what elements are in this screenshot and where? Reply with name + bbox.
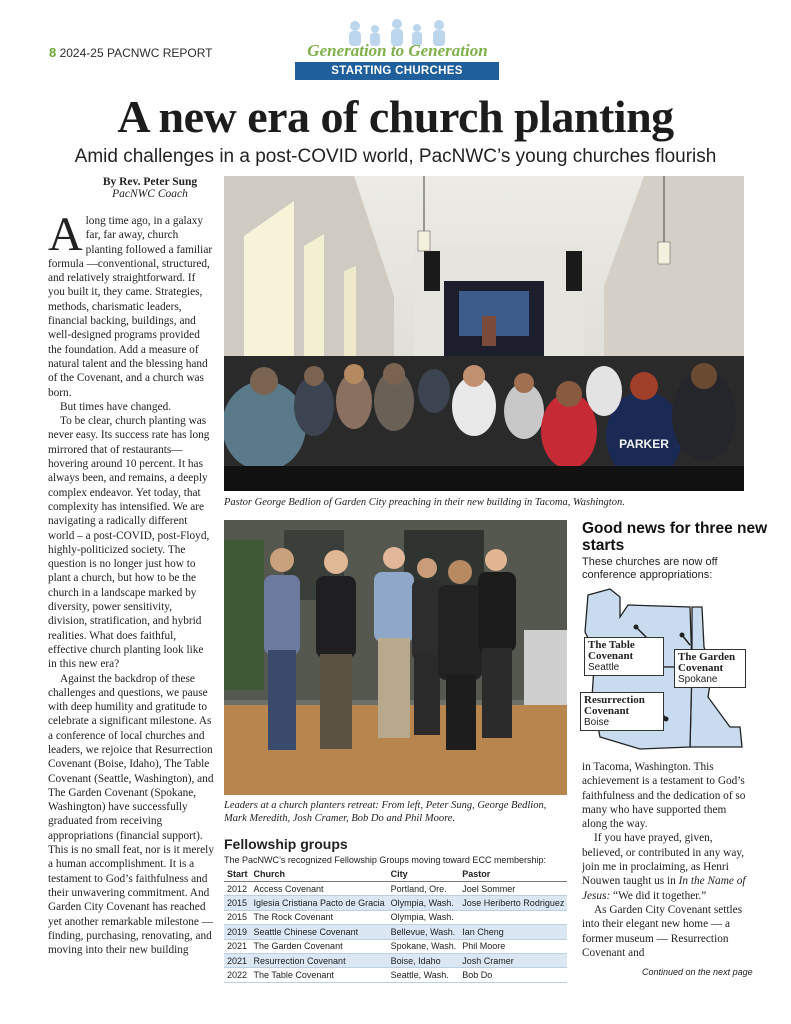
subhead: Amid challenges in a post-COVID world, PacNWC’s young churches flourish [74,146,717,167]
column-header-start: Start [224,867,251,882]
map-label-table [584,637,664,676]
cell-city: Portland, Ore. [388,882,460,896]
cell-start: 2015 [224,910,251,924]
cell-city: Olympia, Wash. [388,896,460,910]
table-row [224,910,567,924]
paragraph-1 [48,208,214,400]
table-row [224,939,567,953]
cell-pastor: Joel Sommer [459,882,567,896]
cell-city: Spokane, Wash. [388,939,460,953]
cell-pastor: Ian Cheng [459,925,567,939]
column-header-city: City [388,867,460,882]
cell-city: Olympia, Wash. [388,910,460,924]
shirt-text: PARKER [619,437,669,451]
byline-name: By Rev. Peter Sung [102,176,198,188]
byline [80,176,220,200]
table-row [224,925,567,939]
fellowship-subtitle: The PacNWC’s recognized Fellowship Groups moving toward ECC membership: [224,855,546,865]
report-label: 2024-25 PACNWC REPORT [59,46,213,60]
page-number-value: 8 [49,45,57,60]
column-header-pastor: Pastor [459,867,567,882]
cell-start: 2021 [224,939,251,953]
article-body-column [48,208,214,957]
good-news-subtitle: These churches are now off conference appropriations: [582,556,718,581]
cell-church: Iglesia Cristiana Pacto de Gracia [251,896,388,910]
map-label-city: Spokane [678,674,718,685]
map-label-name: The Table Covenant [588,639,635,662]
table-row [224,896,567,910]
byline-role: PacNWC Coach [112,188,188,200]
page-number [49,45,213,60]
paragraph-5: in Tacoma, Washington. This achievement is a testament to God’s faithfulness and the dedication of so many who have supported them along the way. [582,761,746,831]
column-header-church: Church [251,867,388,882]
photo-caption-1: Pastor George Bedlion of Garden City preaching in their new building in Tacoma, Washington. [224,497,625,508]
cell-pastor: Josh Cramer [459,953,567,967]
good-news-title: Good news for three new starts [582,520,768,554]
map-label-name: Resurrection Covenant [584,694,645,717]
cell-church: Resurrection Covenant [251,953,388,967]
paragraph-1-text: long time ago, in a galaxy far, far away, church planting followed a familiar formula —conventional, structured, and relatively straightforward. If you built it, they came. Strategies, methods, charismatic leaders, financial backing, buildings, and well-designed programs provided the foundation. Add a measure of natural talent and the blessing hand of the Covenant, and a church was born. [48,215,213,399]
section-title: Generation to Generation [307,41,488,60]
cell-church: The Garden Covenant [251,939,388,953]
paragraph-6-end: “We did it together.” [610,889,707,902]
cell-church: The Table Covenant [251,968,388,982]
photo-caption-2: Leaders at a church planters retreat: From left, Peter Sung, George Bedlion, Mark Meredith, Josh Cramer, Bob Do and Phil Moore. [224,800,547,824]
paragraph-7: As Garden City Covenant settles into their elegant new home — a former museum — Resurrection Covenant and [582,903,743,959]
northwest-map [580,587,745,757]
paragraph-3: To be clear, church planting was never easy. Its success rate has long mirrored that of restaurants—hovering around 10 percent. It has always been, and remains, a deeply complex endeavor. Yet today, that complexity has intensified. We are navigating a radically different world – a post-COVID, post-Floyd, highly-politicized society. The question is no longer just how to plant a church, but how to be the church in a landscape marked by diversity, power sensitivity, division, stratification, and hybrid realities. What does faithful, effective church planting look like in this new era? [48,415,210,671]
table-row [224,953,567,967]
paragraph-2: But times have changed. [60,400,172,413]
article-right-column [582,760,747,960]
cell-church: Seattle Chinese Covenant [251,925,388,939]
cell-start: 2021 [224,953,251,967]
leaders-photo [224,520,567,795]
table-row [224,968,567,982]
cell-pastor [459,910,567,924]
church-service-photo [224,176,744,491]
cell-start: 2015 [224,896,251,910]
paragraph-4: Against the backdrop of these challenges and questions, we pause with deep humility and gratitude to celebrate a significant milestone. As a conference of local churches and leaders, we rejoice that Resurrection Covenant (Boise, Idaho), The Table Covenant (Seattle, Washington), and The Garden Covenant (Spokane, Washington) have successfully graduated from receiving appropriations (financial support). This is no small feat, nor is it merely a human accomplishment. It is a testament to God’s faithfulness and their unwavering commitment. And Garden City Covenant has reached yet another remarkable milestone — finding, purchasing, renovating, and moving into their new building [48,672,214,957]
cell-city: Seattle, Wash. [388,968,460,982]
paragraph-6-text: If you have prayed, given, believed, or contributed in any way, join me in proclaiming, as Henri Nouwen taught us in [582,832,745,888]
fellowship-title: Fellowship groups [224,836,348,852]
cell-start: 2019 [224,925,251,939]
map-label-resurrection [580,692,664,731]
table-row [224,882,567,896]
map-label-city: Boise [584,717,610,728]
table-header-row [224,867,567,882]
book-title: In the Name of Jesus: [582,875,746,902]
cell-pastor: Jose Heriberto Rodriguez [459,896,567,910]
cell-start: 2022 [224,968,251,982]
map-label-garden [674,649,746,688]
cell-church: Access Covenant [251,882,388,896]
cell-city: Bellevue, Wash. [388,925,460,939]
continued-note: Continued on the next page [642,967,753,977]
cell-city: Boise, Idaho [388,953,460,967]
cell-church: The Rock Covenant [251,910,388,924]
fellowship-table [224,867,567,983]
map-label-name: The Garden Covenant [678,651,736,674]
cell-pastor: Bob Do [459,968,567,982]
paragraph-6 [582,831,747,902]
map-label-city: Seattle [588,662,620,673]
cell-pastor: Phil Moore [459,939,567,953]
cell-start: 2012 [224,882,251,896]
drop-cap: A [48,208,83,261]
headline: A new era of church planting [117,91,674,142]
section-banner: STARTING CHURCHES [295,62,499,80]
